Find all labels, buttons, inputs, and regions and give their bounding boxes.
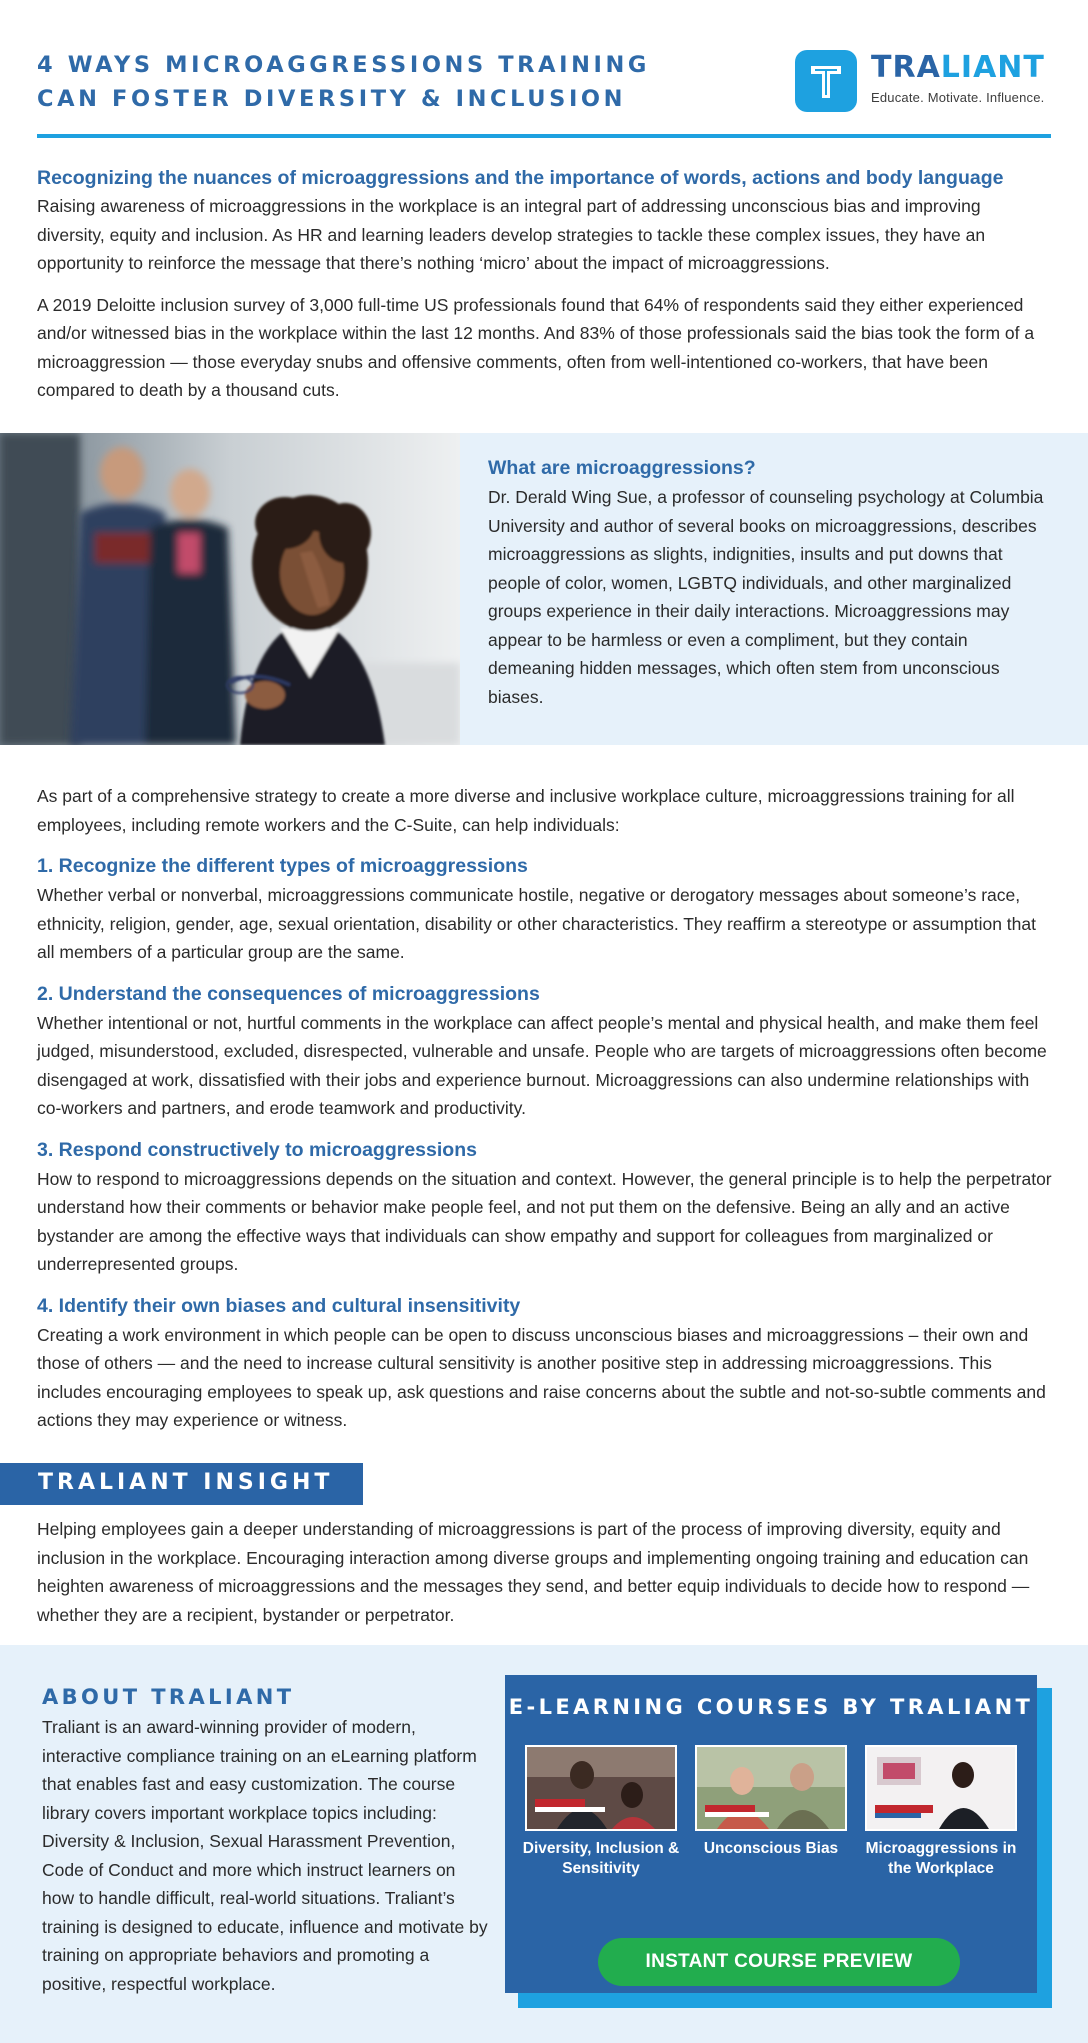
insight-title: TRALIANT INSIGHT xyxy=(38,1470,334,1495)
logo-tagline: Educate. Motivate. Influence. xyxy=(871,90,1045,105)
page-title-line1: 4 WAYS MICROAGGRESSIONS TRAINING xyxy=(37,52,650,78)
course-label[interactable]: Microaggressions in the Workplace xyxy=(865,1840,1017,1877)
point-heading: 3. Respond constructively to microaggressions xyxy=(37,1138,477,1161)
course-thumbnail-microaggressions[interactable] xyxy=(865,1745,1017,1831)
logo-word-b: LIANT xyxy=(940,50,1045,85)
main-lead: As part of a comprehensive strategy to create a more diverse and inclusive workplace culture, microaggressions training for all employees, including remote workers and the C-Suite, can help individuals: xyxy=(37,786,1015,835)
point-text: How to respond to microaggressions depends on the situation and context. However, the general principle is to help the perpetrator understand how their comments or behavior make people feel, and not put them on the defensive. Being an ally and an active bystander are among the effective ways that individuals can show empathy and support for colleagues from marginalized or underrepresented groups. xyxy=(37,1168,1052,1274)
point-text: Creating a work environment in which people can be open to discuss unconscious biases and microaggressions – their own and those of others — and the need to increase cultural sensitivity is another positive step in addressing microaggressions. This includes encouraging employees to speak up, ask questions and raise concerns about the subtle and not-so-subtle comments and actions they may experience or witness. xyxy=(37,1324,1046,1430)
intro-paragraph-1: Raising awareness of microaggressions in the workplace is an integral part of addressing unconscious bias and improving diversity, equity and inclusion. As HR and learning leaders develop strategies to tackle these complex issues, they have an opportunity to reinforce the message that there’s nothing ‘micro’ about the impact of microaggressions. xyxy=(37,196,986,273)
intro-heading: Recognizing the nuances of microaggressions and the importance of words, actions and body language xyxy=(37,167,1004,189)
point-item xyxy=(37,1135,1053,1279)
point-heading: 4. Identify their own biases and cultural insensitivity xyxy=(37,1294,521,1317)
insight-banner xyxy=(0,1463,363,1505)
insight-paragraph: Helping employees gain a deeper understanding of microaggressions is part of the process of improving diversity, equity and inclusion in the workplace. Encouraging interaction among diverse groups and implementing ongoing training and education can heighten awareness of microaggressions and the messages they send, and better equip individuals to decide how to respond — whether they are a recipient, bystander or perpetrator. xyxy=(37,1519,1030,1625)
header-divider xyxy=(37,134,1051,138)
definition-paragraph: Dr. Derald Wing Sue, a professor of counseling psychology at Columbia University and author of several books on microaggressions, describes microaggressions as slights, indignities, insults and put downs that people of color, women, LGBTQ individuals, and other marginalized groups experience in their daily interactions. Microaggressions may appear to be harmless or even a compliment, but they contain demeaning hidden messages, which often stem from unconscious biases. xyxy=(488,487,1044,707)
point-text: Whether intentional or not, hurtful comments in the workplace can affect people’s mental and physical health, and make them feel judged, misunderstood, excluded, disrespected, vulnerable and unsafe. People who are targets of microaggressions often become disengaged at work, dissatisfied with their jobs and experience burnout. Microaggressions can also undermine relationships with co-workers and partners, and erode teamwork and productivity. xyxy=(37,1012,1047,1118)
logo-word-a: TRA xyxy=(871,50,941,85)
about-title: ABOUT TRALIANT xyxy=(42,1685,295,1709)
logo-wordmark xyxy=(871,50,1045,85)
about-band xyxy=(0,1645,1088,2043)
page-title-line2: CAN FOSTER DIVERSITY & INCLUSION xyxy=(37,86,627,112)
traliant-logo-icon xyxy=(795,50,857,112)
about-paragraph: Traliant is an award-winning provider of modern, interactive compliance training on an eLearning platform that enables fast and easy customization. The course library covers important workplace topics including: Diversity & Inclusion, Sexual Harassment Prevention, Code of Conduct and more which instruct learners on how to handle difficult, real-world situations. Traliant’s training is designed to educate, influence and motivate by training on appropriate behaviors and promoting a positive, respectful workplace. xyxy=(42,1717,488,1994)
stressed-employee-photo xyxy=(0,433,460,745)
point-item xyxy=(37,1291,1053,1435)
point-heading: 1. Recognize the different types of microaggressions xyxy=(37,855,528,877)
instant-course-preview-button[interactable]: INSTANT COURSE PREVIEW xyxy=(598,1938,960,1986)
course-label[interactable]: Diversity, Inclusion & Sensitivity xyxy=(522,1840,680,1877)
point-item xyxy=(37,851,1053,967)
courses-title: E-LEARNING COURSES BY TRALIANT xyxy=(508,1695,1034,1719)
course-label[interactable]: Unconscious Bias xyxy=(703,1840,839,1857)
point-heading: 2. Understand the consequences of microaggressions xyxy=(37,982,540,1005)
main-section xyxy=(37,782,1053,1447)
point-item xyxy=(37,979,1053,1123)
point-text: Whether verbal or nonverbal, microaggressions communicate hostile, negative or derogatory messages about someone’s race, ethnicity, religion, gender, age, sexual orientation, disability or other characteristics. They reaffirm a stereotype or assumption that all members of a particular group are the same. xyxy=(37,885,1036,962)
intro-paragraph-2: A 2019 Deloitte inclusion survey of 3,000 full-time US professionals found that 64% of respondents said they either experienced and/or witnessed bias in the workplace within the last 12 months. And 83% of those professionals said the bias took the form of a microaggression — those everyday snubs and offensive comments, often from well-intentioned co-workers, that have been compared to death by a thousand cuts. xyxy=(37,294,1035,400)
definition-band xyxy=(0,433,1088,745)
courses-panel xyxy=(505,1675,1037,1993)
definition-text xyxy=(488,453,1048,711)
intro-section xyxy=(37,164,1053,418)
definition-heading: What are microaggressions? xyxy=(488,457,756,479)
course-thumbnail-diversity[interactable] xyxy=(525,1745,677,1831)
header xyxy=(37,48,1051,140)
traliant-logo[interactable] xyxy=(795,50,1051,112)
course-thumbnail-bias[interactable] xyxy=(695,1745,847,1831)
